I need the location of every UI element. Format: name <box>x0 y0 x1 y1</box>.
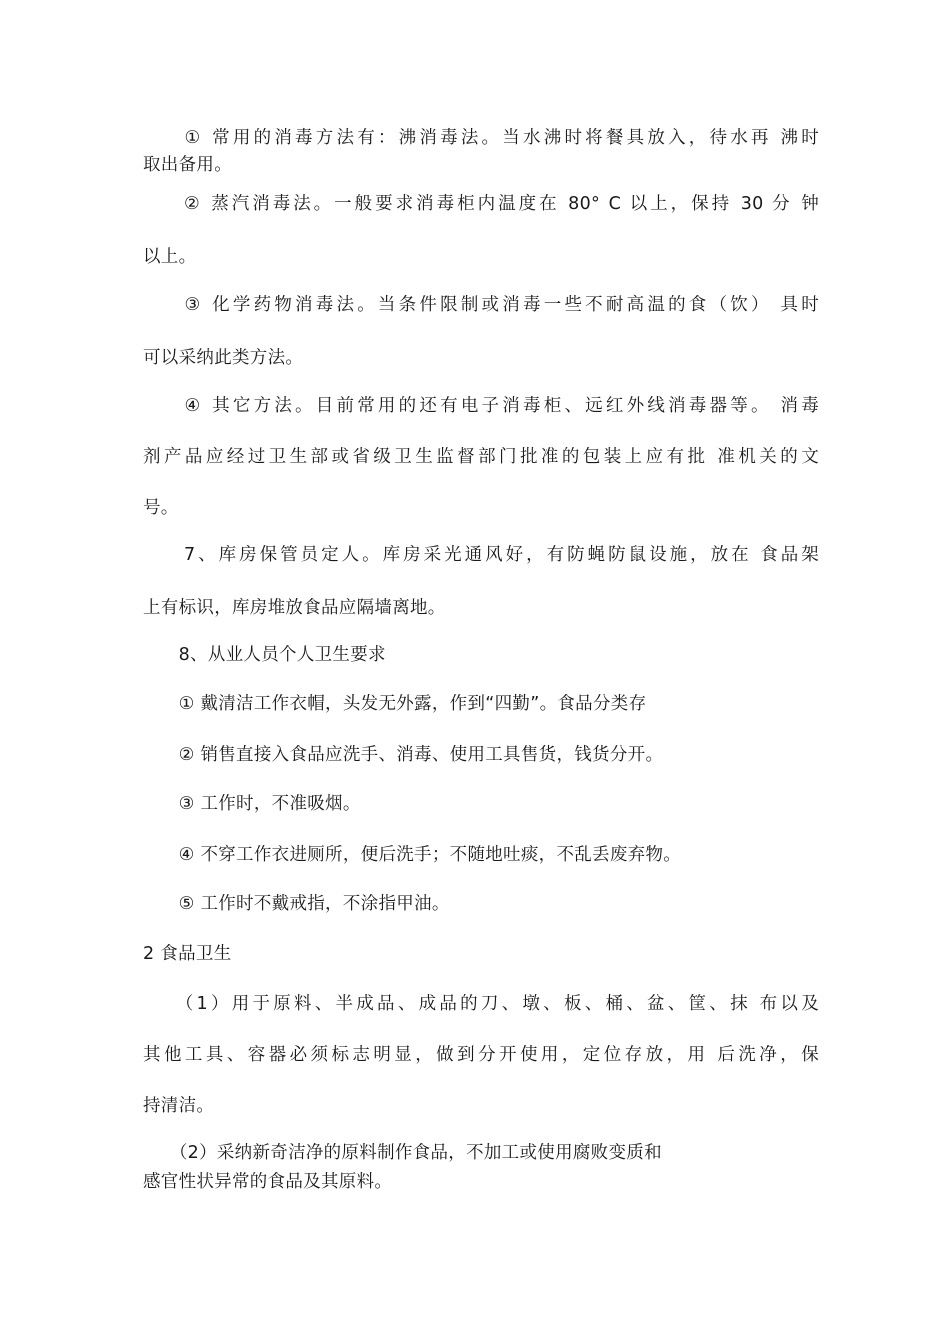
text-line: ④ 其它方法。目前常用的还有电子消毒柜、远红外线消毒器等。 消毒 <box>143 396 819 416</box>
text-line: 剂产品应经过卫生部或省级卫生监督部门批准的包装上应有批 准机关的文 <box>143 447 819 467</box>
paragraph-fresh-ingredients <box>143 1139 819 1193</box>
paragraph-disinfection-steam <box>143 190 819 268</box>
list-item-hygiene-2 <box>143 741 819 766</box>
paragraph-tools-separation <box>143 990 819 1117</box>
text-line: ③ 化学药物消毒法。当条件限制或消毒一些不耐高温的食（饮） 具时 <box>143 295 819 315</box>
text-line: ③ 工作时，不准吸烟。 <box>143 794 361 814</box>
text-line: 感官性状异常的食品及其原料。 <box>143 1172 393 1192</box>
text-line: 8、从业人员个人卫生要求 <box>143 645 386 665</box>
text-line: ④ 不穿工作衣进厕所，便后洗手；不随地吐痰，不乱丢废弃物。 <box>143 845 682 865</box>
text-line: 号。 <box>143 498 179 518</box>
list-item-hygiene-5 <box>143 890 819 915</box>
section-heading-personal-hygiene <box>143 641 819 666</box>
list-item-hygiene-3 <box>143 790 819 815</box>
paragraph-disinfection-other <box>143 392 819 519</box>
text-line: 以上。 <box>143 247 197 267</box>
text-line: ② 销售直接入食品应洗手、消毒、使用工具售货，钱货分开。 <box>143 745 664 765</box>
text-line: （1）用于原料、半成品、成品的刀、墩、板、桶、盆、筐、抹 布以及 <box>143 994 819 1014</box>
text-line: 其他工具、容器必须标志明显，做到分开使用，定位存放，用 后洗净，保 <box>143 1045 819 1065</box>
text-line: 7、库房保管员定人。库房采光通风好，有防蝇防鼠设施，放在 食品架 <box>143 545 819 565</box>
text-line: 持清洁。 <box>143 1096 215 1116</box>
paragraph-disinfection-boiling <box>143 124 819 176</box>
text-line: （2）采纳新奇洁净的原料制作食品，不加工或使用腐败变质和 <box>143 1143 662 1163</box>
list-item-hygiene-1 <box>143 690 819 715</box>
section-heading-food-hygiene <box>143 940 819 965</box>
text-line: ② 蒸汽消毒法。一般要求消毒柜内温度在 80° C 以上，保持 30 分 钟 <box>143 194 819 214</box>
text-line: 可以采纳此类方法。 <box>143 348 304 368</box>
paragraph-storage-keeper <box>143 541 819 619</box>
text-line: 2 食品卫生 <box>143 944 232 964</box>
text-line: ⑤ 工作时不戴戒指，不涂指甲油。 <box>143 894 450 914</box>
text-line: 上有标识，库房堆放食品应隔墙离地。 <box>143 598 446 618</box>
paragraph-disinfection-chemical <box>143 291 819 369</box>
text-line: ① 常用的消毒方法有：沸消毒法。当水沸时将餐具放入，待水再 沸时 <box>143 128 819 148</box>
text-line: ① 戴清洁工作衣帽，头发无外露，作到“四勤”。食品分类存 <box>143 694 647 714</box>
text-line: 取出备用。 <box>143 155 232 175</box>
list-item-hygiene-4 <box>143 841 819 866</box>
